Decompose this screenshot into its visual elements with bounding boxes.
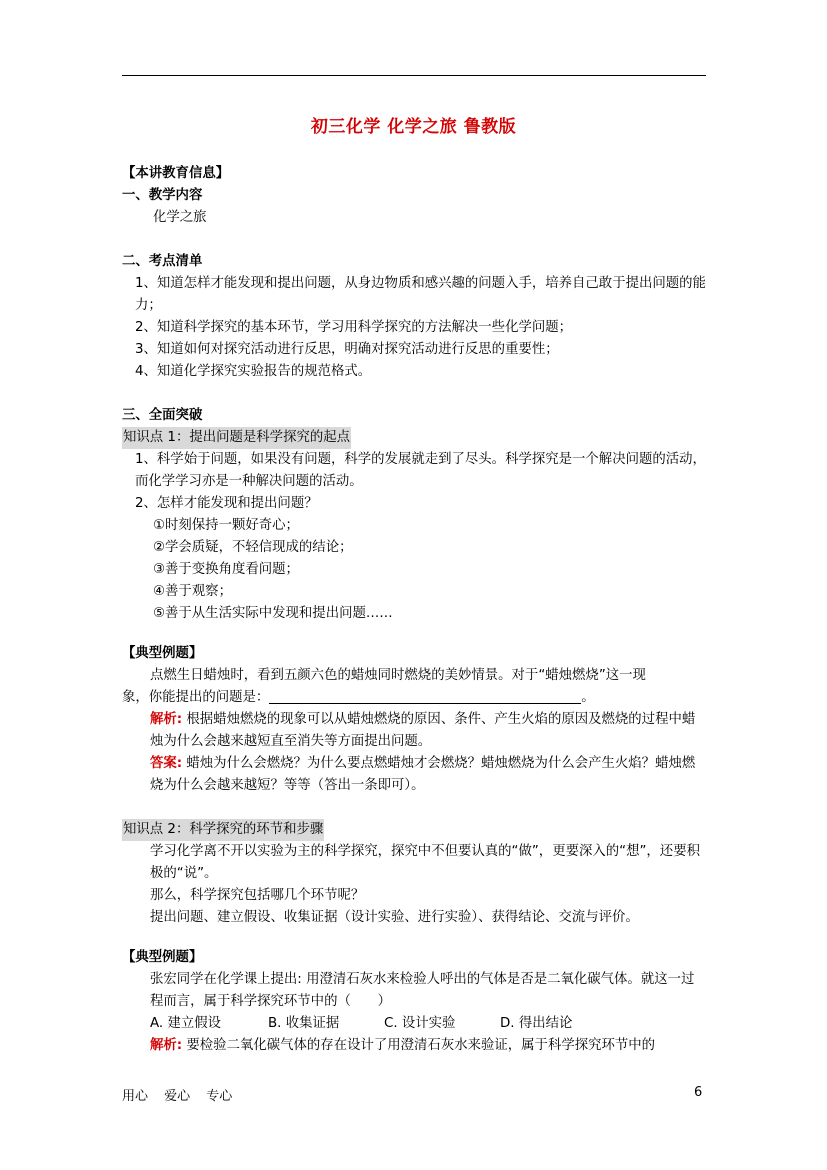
example-2-options	[122, 1013, 706, 1035]
checklist-item-3: 3、知道如何对探究活动进行反思，明确对探究活动进行反思的重要性；	[135, 342, 559, 357]
kp1-paragraph-1: 1、科学始于问题，如果没有问题，科学的发展就走到了尽头。科学探究是一个解决问题的活动，而化学学习亦是一种解决问题的活动。	[135, 452, 706, 489]
knowledge-point-2-label: 知识点 2：科学探究的环节和步骤	[122, 819, 324, 841]
footer-motto: 用心 爱心 专心	[122, 1089, 233, 1104]
example-1-question-line-2	[122, 687, 706, 709]
header-rule	[122, 75, 706, 76]
example-1-question-suffix: 。	[581, 690, 595, 705]
kp2-paragraph-2: 那么，科学探究包括哪几个环节呢？	[150, 888, 365, 903]
option-c: C. 设计实验	[384, 1016, 456, 1031]
option-b: B. 收集证据	[268, 1016, 340, 1031]
kp2-paragraph-3: 提出问题、建立假设、收集证据（设计实验、进行实验）、获得结论、交流与评价。	[150, 910, 639, 925]
answer-blank	[269, 689, 581, 704]
option-d: D. 得出结论	[500, 1016, 573, 1031]
analysis-label: 解析:	[150, 712, 183, 727]
example-1-question-prefix: 象，你能提出的问题是：	[122, 690, 270, 705]
page-number: 6	[694, 1085, 703, 1100]
kp2-paragraph-1: 学习化学离不开以实验为主的科学探究，探究中不但要认真的“做”，更要深入的“想”，还要积极的“说”。	[150, 844, 700, 881]
example-1-heading: 【典型例题】	[122, 646, 203, 661]
knowledge-point-1-label: 知识点 1：提出问题是科学探究的起点	[122, 427, 351, 449]
answer-label: 答案:	[150, 756, 183, 771]
example-1-analysis	[122, 709, 706, 753]
checklist-item-4: 4、知道化学探究实验报告的规范格式。	[135, 364, 372, 379]
kp1-list-item-1: ①时刻保持一颗好奇心；	[153, 518, 299, 533]
example-1-question-line-1: 点燃生日蜡烛时，看到五颜六色的蜡烛同时燃烧的美妙情景。对于“蜡烛燃烧”这一现	[150, 668, 646, 683]
option-a: A. 建立假设	[150, 1016, 221, 1031]
document-body	[122, 163, 706, 1057]
analysis-label-2: 解析:	[150, 1038, 183, 1053]
section-info-heading: 【本讲教育信息】	[122, 166, 230, 181]
kp1-list-item-5: ⑤善于从生活实际中发现和提出问题……	[153, 606, 393, 621]
section-1-heading: 一、教学内容	[122, 188, 203, 203]
example-1-answer	[122, 753, 706, 797]
checklist-item-1: 1、知道怎样才能发现和提出问题，从身边物质和感兴趣的问题入手，培养自己敢于提出问题的能力；	[135, 276, 706, 313]
example-2-question: 张宏同学在化学课上提出: 用澄清石灰水来检验人呼出的气体是否是二氧化碳气体。就这一过程而言，属于科学探究环节中的（ ）	[150, 972, 695, 1009]
page-title: 初三化学 化学之旅 鲁教版	[310, 117, 517, 137]
example-1-answer-text: 蜡烛为什么会燃烧？为什么要点燃蜡烛才会燃烧？蜡烛燃烧为什么会产生火焰？蜡烛燃烧为什么会越来越短？等等（答出一条即可）。	[150, 756, 696, 793]
section-2-heading: 二、考点清单	[122, 254, 203, 269]
kp1-list-item-3: ③善于变换角度看问题；	[153, 562, 299, 577]
example-1-analysis-text: 根据蜡烛燃烧的现象可以从蜡烛燃烧的原因、条件、产生火焰的原因及燃烧的过程中蜡烛为什么会越来越短直至消失等方面提出问题。	[150, 712, 696, 749]
kp1-list-item-4: ④善于观察；	[153, 584, 232, 599]
example-2-heading: 【典型例题】	[122, 950, 203, 965]
section-1-text: 化学之旅	[153, 210, 207, 225]
kp1-paragraph-2: 2、怎样才能发现和提出问题？	[135, 496, 318, 511]
section-3-heading: 三、全面突破	[122, 408, 203, 423]
example-2-analysis-text: 要检验二氧化碳气体的存在设计了用澄清石灰水来验证，属于科学探究环节中的	[186, 1038, 656, 1053]
kp1-list-item-2: ②学会质疑，不轻信现成的结论；	[153, 540, 353, 555]
example-2-analysis	[122, 1035, 706, 1057]
checklist-item-2: 2、知道科学探究的基本环节，学习用科学探究的方法解决一些化学问题；	[135, 320, 573, 335]
